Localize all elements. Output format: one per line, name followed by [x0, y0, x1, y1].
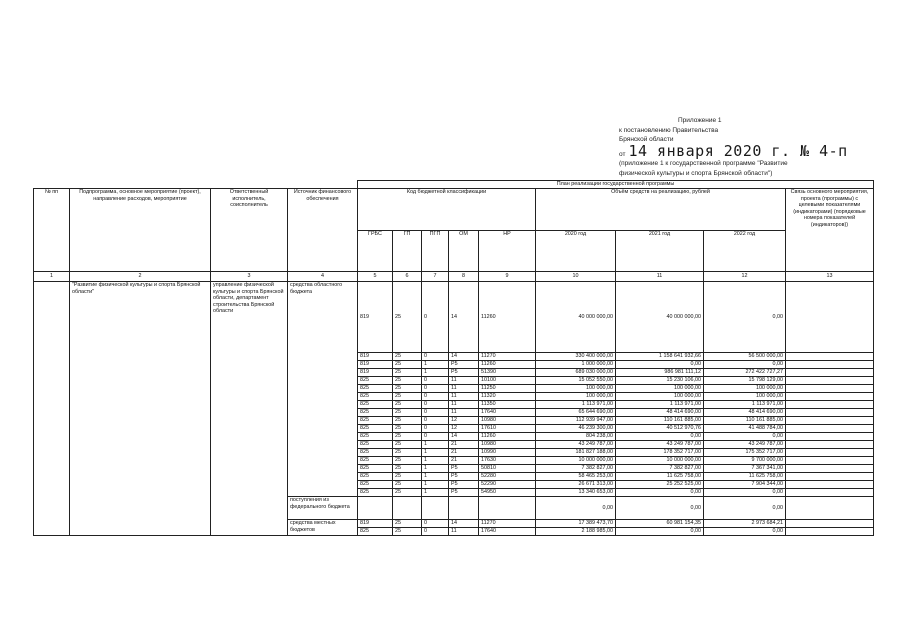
pgp-cell: 1: [422, 361, 449, 369]
grbs-cell: 825: [358, 393, 393, 401]
grbs-cell: 825: [358, 441, 393, 449]
row-number-cell: [34, 282, 70, 536]
amount-2022-cell: 100 000,00: [704, 393, 786, 401]
amount-2021-cell: 10 000 000,00: [616, 457, 704, 465]
amount-2021-cell: 0,00: [616, 528, 704, 536]
indicator-link-cell: [786, 401, 874, 409]
amount-2020-cell: 26 671 313,00: [536, 481, 616, 489]
amount-2022-cell: 7 367 341,00: [704, 465, 786, 473]
amount-2021-cell: 100 000,00: [616, 385, 704, 393]
pgp-cell: 0: [422, 520, 449, 528]
amount-2020-cell: 43 249 787,00: [536, 441, 616, 449]
pgp-cell: 1: [422, 481, 449, 489]
column-number-cell: 2: [70, 272, 211, 282]
indicator-link-cell: [786, 385, 874, 393]
gp-cell: 25: [393, 465, 422, 473]
grbs-cell: 825: [358, 377, 393, 385]
indicator-link-cell: [786, 528, 874, 536]
grbs-cell: 825: [358, 433, 393, 441]
np-cell: 50810: [479, 465, 536, 473]
amount-2021-cell: 0,00: [616, 433, 704, 441]
amount-2022-cell: 9 700 000,00: [704, 457, 786, 465]
col-grbs-header: ГРБС: [358, 230, 393, 272]
np-cell: 10980: [479, 417, 536, 425]
gp-cell: 25: [393, 520, 422, 528]
np-cell: 11350: [479, 401, 536, 409]
amount-2021-cell: 48 414 690,00: [616, 409, 704, 417]
indicator-link-cell: [786, 282, 874, 353]
amount-2021-cell: 60 981 154,35: [616, 520, 704, 528]
indicator-link-cell: [786, 441, 874, 449]
program-plan-table: [33, 180, 874, 536]
column-number-cell: 13: [786, 272, 874, 282]
om-cell: P5: [449, 481, 479, 489]
grbs-cell: 825: [358, 401, 393, 409]
indicator-link-cell: [786, 473, 874, 481]
indicator-link-cell: [786, 457, 874, 465]
gp-cell: 25: [393, 393, 422, 401]
gp-cell: 25: [393, 457, 422, 465]
indicator-link-cell: [786, 520, 874, 528]
gp-cell: 25: [393, 385, 422, 393]
pgp-cell: 1: [422, 465, 449, 473]
amount-2020-cell: 65 644 690,00: [536, 409, 616, 417]
date-prefix: от: [619, 150, 626, 158]
np-cell: 11250: [479, 385, 536, 393]
amount-2020-cell: 330 400 000,00: [536, 353, 616, 361]
grbs-cell: 819: [358, 520, 393, 528]
amount-2020-cell: 804 238,00: [536, 433, 616, 441]
amount-2020-cell: 181 827 188,00: [536, 449, 616, 457]
column-number-cell: 3: [211, 272, 288, 282]
table-row: [34, 282, 874, 353]
pgp-cell: 0: [422, 417, 449, 425]
col-executor-header: Ответственный исполнитель, соисполнитель: [211, 189, 288, 272]
col-program-header: Подпрограмма, основное мероприятие (проект), направление расходов, мероприятие: [70, 189, 211, 272]
amount-2022-cell: 110 161 885,00: [704, 417, 786, 425]
om-cell: 14: [449, 433, 479, 441]
amount-2022-cell: 56 500 000,00: [704, 353, 786, 361]
col-2021-header: 2021 год: [616, 230, 704, 272]
indicator-link-cell: [786, 361, 874, 369]
appendix-ref-line: к постановлению Правительства: [619, 126, 719, 134]
pgp-cell: 1: [422, 369, 449, 377]
pgp-cell: 1: [422, 441, 449, 449]
executor-cell: управление физической культуры и спорта Брянской области, департамент строительства Брянской области: [211, 282, 288, 536]
pgp-cell: 0: [422, 433, 449, 441]
gp-cell: 25: [393, 528, 422, 536]
om-cell: 21: [449, 449, 479, 457]
gp-cell: 25: [393, 481, 422, 489]
column-number-cell: 7: [422, 272, 449, 282]
amount-2021-cell: 0,00: [616, 489, 704, 497]
table-caption: План реализации государственной программы: [358, 181, 874, 189]
indicator-link-cell: [786, 497, 874, 520]
column-number-cell: 11: [616, 272, 704, 282]
gp-cell: 25: [393, 473, 422, 481]
amount-2022-cell: 2 973 684,21: [704, 520, 786, 528]
om-cell: 11: [449, 385, 479, 393]
empty-code-cell: [358, 497, 393, 520]
amount-2020-cell: 1 000 000,00: [536, 361, 616, 369]
om-cell: 11: [449, 377, 479, 385]
amount-2022-cell: 0,00: [704, 489, 786, 497]
np-cell: 11270: [479, 520, 536, 528]
amount-2021-cell: 986 981 111,12: [616, 369, 704, 377]
empty-code-cell: [393, 497, 422, 520]
grbs-cell: 825: [358, 425, 393, 433]
amount-2022-cell: 272 422 727,27: [704, 369, 786, 377]
amount-2021-cell: 0,00: [616, 497, 704, 520]
np-cell: 10100: [479, 377, 536, 385]
amount-2021-cell: 100 000,00: [616, 393, 704, 401]
program-name-cell: "Развитие физической культуры и спорта Брянской области": [70, 282, 211, 536]
gp-cell: 25: [393, 401, 422, 409]
pgp-cell: 0: [422, 353, 449, 361]
col-source-header: Источник финансового обеспечения: [288, 189, 358, 272]
grbs-cell: 825: [358, 489, 393, 497]
om-cell: 21: [449, 457, 479, 465]
indicator-link-cell: [786, 409, 874, 417]
amount-2022-cell: 41 488 784,00: [704, 425, 786, 433]
om-cell: 14: [449, 520, 479, 528]
col-2022-header: 2022 год: [704, 230, 786, 272]
om-cell: 14: [449, 353, 479, 361]
amount-2020-cell: 13 340 653,00: [536, 489, 616, 497]
amount-2022-cell: 43 249 787,00: [704, 441, 786, 449]
grbs-cell: 825: [358, 417, 393, 425]
np-cell: 11320: [479, 393, 536, 401]
col-link-header: Связь основного мероприятия, проекта (программы) с целевыми показателями (индикаторами) (порядковые номера показателей (индикаторов)): [786, 189, 874, 272]
col-no-header: № пп: [34, 189, 70, 272]
np-cell: 11260: [479, 433, 536, 441]
amount-2021-cell: 178 352 717,00: [616, 449, 704, 457]
amount-2020-cell: 58 465 253,00: [536, 473, 616, 481]
om-cell: 14: [449, 282, 479, 353]
col-gp-header: ГП: [393, 230, 422, 272]
amount-2022-cell: 100 000,00: [704, 385, 786, 393]
np-cell: 51390: [479, 369, 536, 377]
amount-2022-cell: 7 904 344,00: [704, 481, 786, 489]
empty-code-cell: [449, 497, 479, 520]
grbs-cell: 825: [358, 457, 393, 465]
om-cell: 11: [449, 528, 479, 536]
amount-2020-cell: 0,00: [536, 497, 616, 520]
om-cell: P5: [449, 489, 479, 497]
om-cell: 11: [449, 401, 479, 409]
amount-2020-cell: 7 382 827,00: [536, 465, 616, 473]
pgp-cell: 0: [422, 401, 449, 409]
pgp-cell: 1: [422, 473, 449, 481]
indicator-link-cell: [786, 353, 874, 361]
indicator-link-cell: [786, 369, 874, 377]
np-cell: 17640: [479, 528, 536, 536]
col-pgp-header: ПГП: [422, 230, 449, 272]
gp-cell: 25: [393, 369, 422, 377]
amount-2022-cell: 1 113 971,00: [704, 401, 786, 409]
appendix-region-line: Брянской области: [619, 136, 674, 144]
indicator-link-cell: [786, 481, 874, 489]
grbs-cell: 825: [358, 481, 393, 489]
pgp-cell: 1: [422, 489, 449, 497]
amount-2022-cell: 11 625 758,00: [704, 473, 786, 481]
grbs-cell: 825: [358, 409, 393, 417]
indicator-link-cell: [786, 449, 874, 457]
gp-cell: 25: [393, 409, 422, 417]
gp-cell: 25: [393, 425, 422, 433]
volume-group-header: Объём средств на реализацию, рублей: [536, 189, 786, 231]
np-cell: 17630: [479, 457, 536, 465]
grbs-cell: 819: [358, 361, 393, 369]
pgp-cell: 1: [422, 449, 449, 457]
amount-2020-cell: 10 000 000,00: [536, 457, 616, 465]
amount-2021-cell: 1 113 971,00: [616, 401, 704, 409]
column-number-cell: 10: [536, 272, 616, 282]
amount-2022-cell: 0,00: [704, 528, 786, 536]
pgp-cell: 0: [422, 409, 449, 417]
amount-2021-cell: 43 249 787,00: [616, 441, 704, 449]
appendix-note-line1: (приложение 1 к государственной программе "Развитие: [619, 160, 788, 168]
np-cell: 52280: [479, 473, 536, 481]
amount-2020-cell: 40 000 000,00: [536, 282, 616, 353]
pgp-cell: 0: [422, 425, 449, 433]
grbs-cell: 819: [358, 369, 393, 377]
source-regional-cell: средства областного бюджета: [288, 282, 358, 497]
amount-2021-cell: 0,00: [616, 361, 704, 369]
np-cell: 17640: [479, 409, 536, 417]
grbs-cell: 825: [358, 473, 393, 481]
column-numbers-row: [34, 272, 874, 282]
np-cell: 11260: [479, 361, 536, 369]
indicator-link-cell: [786, 417, 874, 425]
grbs-cell: 825: [358, 449, 393, 457]
gp-cell: 25: [393, 441, 422, 449]
grbs-cell: 825: [358, 385, 393, 393]
amount-2020-cell: 46 239 300,00: [536, 425, 616, 433]
amount-2021-cell: 11 625 758,00: [616, 473, 704, 481]
amount-2021-cell: 40 000 000,00: [616, 282, 704, 353]
pgp-cell: 1: [422, 457, 449, 465]
pgp-cell: 0: [422, 377, 449, 385]
amount-2021-cell: 1 158 641 932,66: [616, 353, 704, 361]
empty-code-cell: [479, 497, 536, 520]
gp-cell: 25: [393, 433, 422, 441]
np-cell: 11260: [479, 282, 536, 353]
om-cell: 11: [449, 409, 479, 417]
indicator-link-cell: [786, 377, 874, 385]
column-number-cell: 8: [449, 272, 479, 282]
np-cell: 10980: [479, 441, 536, 449]
grbs-cell: 819: [358, 353, 393, 361]
empty-code-cell: [422, 497, 449, 520]
appendix-note-line2: физической культуры и спорта Брянской области"): [619, 169, 773, 177]
amount-2022-cell: 48 414 690,00: [704, 409, 786, 417]
amount-2020-cell: 2 188 985,00: [536, 528, 616, 536]
column-number-cell: 12: [704, 272, 786, 282]
om-cell: P5: [449, 473, 479, 481]
indicator-link-cell: [786, 489, 874, 497]
indicator-link-cell: [786, 433, 874, 441]
amount-2021-cell: 7 382 827,00: [616, 465, 704, 473]
amount-2022-cell: 15 798 129,00: [704, 377, 786, 385]
column-number-cell: 1: [34, 272, 70, 282]
om-cell: 21: [449, 441, 479, 449]
column-number-cell: 5: [358, 272, 393, 282]
gp-cell: 25: [393, 489, 422, 497]
gp-cell: 25: [393, 282, 422, 353]
decree-date-line: [619, 141, 848, 160]
om-cell: P5: [449, 369, 479, 377]
amount-2022-cell: 0,00: [704, 282, 786, 353]
amount-2022-cell: 0,00: [704, 361, 786, 369]
amount-2020-cell: 15 052 550,00: [536, 377, 616, 385]
gp-cell: 25: [393, 417, 422, 425]
np-cell: 11270: [479, 353, 536, 361]
indicator-link-cell: [786, 425, 874, 433]
column-number-cell: 4: [288, 272, 358, 282]
om-cell: P5: [449, 361, 479, 369]
code-group-header: Код бюджетной классификации: [358, 189, 536, 231]
amount-2021-cell: 15 230 106,00: [616, 377, 704, 385]
amount-2020-cell: 100 000,00: [536, 393, 616, 401]
amount-2020-cell: 1 113 971,00: [536, 401, 616, 409]
source-federal-cell: поступления из федерального бюджета: [288, 497, 358, 520]
grbs-cell: 825: [358, 528, 393, 536]
col-om-header: ОМ: [449, 230, 479, 272]
om-cell: 12: [449, 417, 479, 425]
pgp-cell: 0: [422, 393, 449, 401]
gp-cell: 25: [393, 361, 422, 369]
amount-2021-cell: 110 161 885,00: [616, 417, 704, 425]
column-number-cell: 6: [393, 272, 422, 282]
col-np-header: НР: [479, 230, 536, 272]
np-cell: 52290: [479, 481, 536, 489]
np-cell: 54950: [479, 489, 536, 497]
pgp-cell: 0: [422, 385, 449, 393]
gp-cell: 25: [393, 449, 422, 457]
grbs-cell: 825: [358, 465, 393, 473]
om-cell: P5: [449, 465, 479, 473]
pgp-cell: 0: [422, 528, 449, 536]
amount-2020-cell: 17 389 473,70: [536, 520, 616, 528]
grbs-cell: 819: [358, 282, 393, 353]
handwritten-date: 14 января 2020 г. № 4-п: [628, 141, 848, 160]
indicator-link-cell: [786, 465, 874, 473]
appendix-title: Приложение 1: [678, 117, 722, 124]
amount-2020-cell: 100 000,00: [536, 385, 616, 393]
om-cell: 11: [449, 393, 479, 401]
pgp-cell: 0: [422, 282, 449, 353]
appendix-header: [619, 116, 848, 179]
gp-cell: 25: [393, 377, 422, 385]
col-2020-header: 2020 год: [536, 230, 616, 272]
indicator-link-cell: [786, 393, 874, 401]
amount-2020-cell: 112 939 947,00: [536, 417, 616, 425]
om-cell: 12: [449, 425, 479, 433]
np-cell: 17610: [479, 425, 536, 433]
amount-2022-cell: 0,00: [704, 497, 786, 520]
gp-cell: 25: [393, 353, 422, 361]
amount-2020-cell: 689 030 000,00: [536, 369, 616, 377]
source-local-cell: средства местных бюджетов: [288, 520, 358, 536]
column-number-cell: 9: [479, 272, 536, 282]
amount-2022-cell: 175 352 717,00: [704, 449, 786, 457]
amount-2021-cell: 40 512 970,76: [616, 425, 704, 433]
amount-2022-cell: 0,00: [704, 433, 786, 441]
amount-2021-cell: 25 252 525,00: [616, 481, 704, 489]
np-cell: 10990: [479, 449, 536, 457]
